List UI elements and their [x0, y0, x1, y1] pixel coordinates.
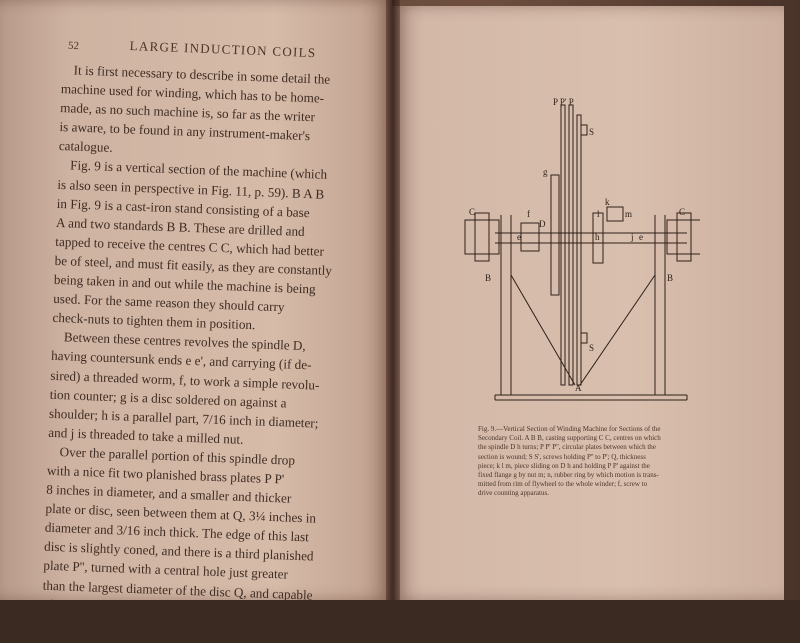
label-top-plates: P P' P	[553, 97, 574, 107]
label-c-left: C	[469, 207, 476, 217]
body-line: than the largest diameter of the disc Q, and capable	[42, 577, 313, 603]
caption-line: Fig. 9.—Vertical Section of Winding Machine for Sections of the	[478, 425, 661, 433]
body-line: and j is threaded to take a milled nut.	[48, 424, 244, 447]
body-line: having countersunk ends e e', and carrying (if de-	[50, 348, 312, 373]
winding-machine-section	[455, 95, 700, 413]
body-line: of being attached to P' by two small screws S S'.	[41, 596, 298, 621]
body-line: tion counter; g is a disc soldered on against a	[49, 386, 287, 411]
caption-line: the spindle D h turns; P P' P'', circular plates between which the	[478, 443, 656, 452]
label-b-right: B	[667, 273, 674, 283]
body-line: sired) a threaded worm, f, to work a simple revolu-	[50, 367, 320, 393]
body-line: Fig. 9 is a vertical section of the machine (which	[69, 157, 328, 183]
label-a: A	[575, 383, 582, 393]
label-m: m	[625, 209, 633, 219]
label-s-bottom: S	[589, 343, 595, 353]
label-g: g	[543, 167, 548, 177]
caption-line: fixed flange g by nut m; n, rubber ring by which motion is trans-	[478, 471, 659, 480]
worm-f	[521, 223, 539, 251]
body-line: is aware, to be found in any instrument-maker's	[59, 119, 311, 144]
centre-left	[465, 220, 499, 254]
figure-caption	[478, 425, 706, 499]
body-line: is also seen in perspective in Fig. 11, p. 59). B A B	[57, 176, 325, 202]
body-line: with a nice fit two planished brass plates P P'	[46, 462, 285, 487]
body-line: used. For the same reason they should carry	[52, 290, 285, 315]
plate-p-double-prime	[577, 115, 581, 385]
body-line: diameter and 3/16 inch thick. The edge of this last	[44, 519, 310, 545]
body-line: 8 inches in diameter, and a smaller and thicker	[45, 481, 292, 506]
body-line: disc is slightly coned, and there is a third planished	[43, 539, 314, 564]
body-line: in Fig. 9 is a cast-iron stand consisting of a base	[56, 195, 310, 220]
caption-line: section is wound; S S', screws holding P'' to P'; Q, thickness	[478, 452, 646, 461]
plate-p	[561, 105, 565, 385]
caption-line: drive counting apparatus.	[478, 489, 549, 498]
caption-line: mitted from rim of flywheel to the whole winder; f, screw to	[478, 480, 648, 489]
figure-9-diagram	[455, 95, 700, 413]
body-line: check-nuts to tighten them in position.	[52, 310, 256, 333]
body-line: machine used for winding, which has to be home-	[60, 81, 325, 106]
label-b-left: B	[485, 273, 492, 283]
body-line: tapped to receive the centres C C, which had better	[55, 233, 325, 259]
body-line: It is first necessary to describe in some detail the	[73, 62, 331, 87]
body-text	[41, 60, 354, 643]
body-line: plate P'', turned with a central hole just greater	[43, 558, 289, 583]
body-line: Between these centres revolves the spindle D,	[63, 329, 307, 354]
brace-right	[580, 275, 655, 385]
body-line: The plates P, P', and P'' have their edges turned	[53, 615, 301, 640]
body-line: shoulder; h is a parallel part, 7/16 inch in diameter;	[48, 405, 319, 431]
left-page	[0, 0, 392, 640]
body-line: catalogue.	[58, 138, 113, 156]
book-gutter	[386, 0, 400, 600]
disc-g	[551, 175, 559, 295]
running-head: LARGE INDUCTION COILS	[129, 38, 317, 61]
label-s-top: S	[589, 127, 595, 137]
body-line: Over the parallel portion of this spindle drop	[59, 444, 296, 468]
label-c-right: C	[679, 207, 686, 217]
label-h: h	[595, 232, 600, 242]
caption-line: Secondary Coil. A B B, casting supporting C C, centres on which	[478, 434, 661, 443]
caption-line: piece; k l m, piece sliding on D h and holding P P' against the	[478, 461, 650, 470]
label-l: l	[597, 209, 600, 219]
page-number: 52	[67, 39, 80, 53]
label-j: j	[631, 232, 634, 242]
label-d: D	[539, 219, 546, 229]
body-line: being taken in and out while the machine is being	[53, 271, 316, 297]
label-e: e	[517, 232, 521, 242]
label-f: f	[527, 209, 530, 219]
centre-right	[667, 220, 700, 254]
body-line: A and two standards B B. These are drilled and	[55, 214, 305, 239]
body-line: made, as no such machine is, so far as the writer	[59, 100, 316, 125]
body-line: be of steel, and must fit easily, as they are constantly	[54, 252, 333, 278]
plate-p-prime	[569, 105, 573, 385]
label-k: k	[605, 197, 610, 207]
body-line: plate or disc, seen between them at Q, 3¼ inches in	[45, 500, 317, 526]
label-e2: e	[639, 232, 643, 242]
